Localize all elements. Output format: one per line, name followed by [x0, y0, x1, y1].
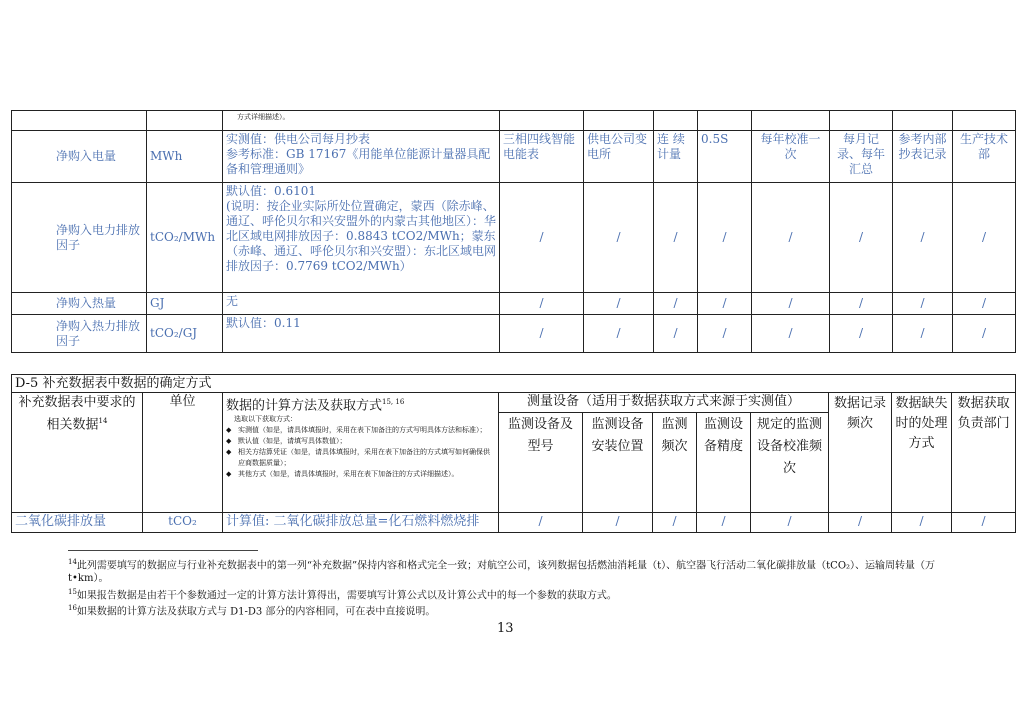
table-row: [12, 111, 1016, 131]
table-row: 净购入热力排放因子 tCO₂/GJ 默认值：0.11 / / / / / / / /: [12, 315, 1016, 353]
page-number: 13: [497, 621, 514, 636]
header-device-type: 监测设备及型号: [499, 413, 583, 513]
device-type-cell: 三相四线智能电能表: [500, 131, 584, 183]
accuracy-cell: 0.5S: [698, 131, 752, 183]
method-cell: 默认值：0.6101 (说明：按企业实际所处位置确定，蒙西（除赤峰、通辽、呼伦贝尔和兴安盟外的内蒙古其他地区）：华北区域电网排放因子：0.8843 tCO2/MWh；蒙东（赤峰、通辽、呼伦贝尔和兴安盟）：东北区域电网排放因子：0.7769 tCO2/MWh）: [223, 183, 500, 293]
install-cell: 供电公司变电所: [584, 131, 654, 183]
unit-cell: tCO₂/MWh: [147, 183, 223, 293]
header-method: 数据的计算方法及获取方式$^{15, 16}$ 选取以下获取方式： ◆ 实测值（如是，请具体填报时，采用在表下加备注的方式写明具体方法和标准）； ◆ 默认值（如是，请填写具体数值）； ◆ 相关方结算凭证（如是，请具体填报时，采用在表下加备注的方式填写如何确保供应商数据质量）； ◆ 其他方式（如是，请具体填报时，采用在表下加备注的方式详细描述）。: [223, 393, 499, 513]
table-row: 二氧化碳排放量 tCO₂ 计算值: 二氧化碳排放总量=化石燃料燃烧排 / / / / / / / /: [12, 513, 1016, 533]
section-title: D-5 补充数据表中数据的确定方式: [12, 375, 1016, 393]
header-accuracy: 监测设备精度: [697, 413, 751, 513]
header-record: 数据记录频次: [829, 393, 892, 513]
method-cell: 实测值：供电公司每月抄表 参考标准：GB 17167《用能单位能源计量器具配备和管理通则》: [223, 131, 500, 183]
header-dept: 数据获取负责部门: [952, 393, 1016, 513]
footnote-16: $^{16}$如果数据的计算方法及获取方式与 D1-D3 部分的内容相同，可在表中直接说明。: [68, 604, 436, 618]
header-missing: 数据缺失时的处理方式: [892, 393, 952, 513]
footnote-14: $^{14}$此列需要填写的数据应与行业补充数据表中的第一列“补充数据”保持内容和格式完全一致；对航空公司，该列数据包括燃油消耗量（t）、航空器飞行活动二氧化碳排放量（tCO₂）、运输周转量（万 t•km）。: [68, 558, 936, 585]
footnote-15: $^{15}$如果报告数据是由若干个参数通过一定的计算方法计算得出，需要填写计算公式以及计算公式中的每一个参数的获取方式。: [68, 588, 617, 602]
freq-cell: 连 续计量: [654, 131, 698, 183]
calib-cell: 每年校准一次: [752, 131, 830, 183]
header-unit: 单位: [143, 393, 223, 513]
record-cell: 每月记录、每年汇总: [830, 131, 893, 183]
data-name-cell: 净购入电力排放因子: [12, 183, 147, 293]
table-row: [12, 131, 1016, 183]
table-row: 净购入电力排放因子 tCO₂/MWh 默认值：0.6101 (说明：按企业实际所处位置确定，蒙西（除赤峰、通辽、呼伦贝尔和兴安盟外的内蒙古其他地区）：华北区域电网排放因子：0.8843 tCO2/MWh；蒙东（赤峰、通辽、呼伦贝尔和兴安盟）：东北区域电网排放因子：0.7769 tCO2/MWh） / / / / / / / /: [12, 183, 1016, 293]
header-measure-group: 测量设备（适用于数据获取方式来源于实测值）: [499, 393, 829, 413]
unit-cell: MWh: [147, 131, 223, 183]
data-name-cell: 净购入电量: [12, 131, 147, 183]
header-calib: 规定的监测设备校准频次: [751, 413, 829, 513]
missing-cell: 参考内部抄表记录: [893, 131, 953, 183]
header-data-name: 补充数据表中要求的相关数据$^{14}$: [12, 393, 143, 513]
footnote-rule: [68, 550, 258, 551]
table-row: 净购入热量 GJ 无 / / / / / / / /: [12, 293, 1016, 315]
table-d5: [11, 374, 1016, 533]
dept-cell: 生产技术部: [953, 131, 1016, 183]
header-install: 监测设备安装位置: [583, 413, 653, 513]
header-freq: 监测频次: [653, 413, 697, 513]
top-note: 方式详细描述）。: [223, 111, 500, 131]
table-d4-continued: [11, 110, 1016, 353]
